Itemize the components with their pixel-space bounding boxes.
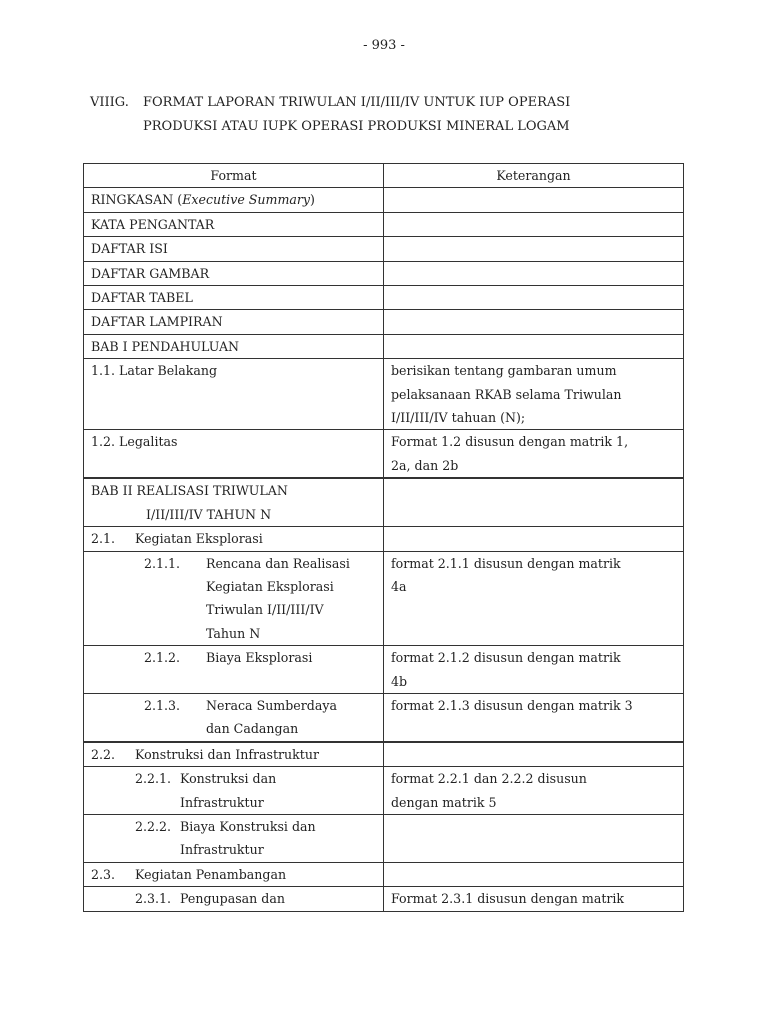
table-row <box>84 527 684 551</box>
item-number: 2.1.2. <box>144 650 181 666</box>
keterangan-text: format 2.1.1 disusun dengan matrik <box>391 555 621 571</box>
format-cell <box>84 862 384 886</box>
keterangan-text: dengan matrik 5 <box>391 794 497 810</box>
format-cell <box>84 814 384 862</box>
keterangan-cell <box>384 814 684 862</box>
format-text: DAFTAR TABEL <box>91 290 193 306</box>
item-text-line: Pengupasan dan <box>180 891 285 907</box>
format-cell <box>84 334 384 358</box>
item-text <box>206 552 383 646</box>
format-cell <box>84 479 384 527</box>
item-text <box>180 815 383 862</box>
item-text-line: Neraca Sumberdaya <box>206 697 337 713</box>
keterangan-cell <box>384 188 684 212</box>
numbered-item <box>91 863 383 886</box>
item-text-line: Konstruksi dan Infrastruktur <box>135 746 319 762</box>
format-cell <box>84 693 384 741</box>
format-text: DAFTAR ISI <box>91 241 168 257</box>
keterangan-cell <box>384 261 684 285</box>
table-row <box>84 212 684 236</box>
section-heading <box>90 91 570 138</box>
table-row <box>84 767 684 815</box>
item-text-line: Rencana dan Realisasi <box>206 555 350 571</box>
item-number: 2.2.2. <box>135 818 172 834</box>
item-number: 2.2.1. <box>135 771 172 787</box>
table-row <box>84 430 684 478</box>
item-text-line: Infrastruktur <box>180 842 264 858</box>
format-cell <box>84 646 384 694</box>
item-text-line: Konstruksi dan <box>180 771 277 787</box>
item-text-line: Infrastruktur <box>180 794 264 810</box>
format-cell <box>84 188 384 212</box>
format-text: DAFTAR LAMPIRAN <box>91 314 223 330</box>
item-text <box>180 887 383 910</box>
format-text: BAB II REALISASI TRIWULAN <box>91 483 288 499</box>
format-text: 1.2. Legalitas <box>91 434 178 450</box>
format-cell <box>84 237 384 261</box>
item-text-line: Kegiatan Penambangan <box>135 866 287 882</box>
item-text-line: dan Cadangan <box>206 721 299 737</box>
keterangan-cell <box>384 334 684 358</box>
table-row <box>84 551 684 646</box>
format-cell <box>84 310 384 334</box>
table-row <box>84 862 684 886</box>
table-row <box>84 334 684 358</box>
format-line <box>91 188 383 211</box>
table-row <box>84 237 684 261</box>
item-number: 2.3. <box>91 866 116 882</box>
item-text-line: Biaya Eksplorasi <box>206 650 313 666</box>
item-text-line: Tahun N <box>206 625 261 641</box>
format-text: KATA PENGANTAR <box>91 216 215 232</box>
keterangan-text: Format 2.3.1 disusun dengan matrik <box>391 891 625 907</box>
format-cell <box>84 767 384 815</box>
item-number: 2.3.1. <box>135 891 172 907</box>
table-row <box>84 188 684 212</box>
keterangan-text: 4a <box>391 578 407 594</box>
format-cell <box>84 551 384 646</box>
format-text: BAB I PENDAHULUAN <box>91 338 240 354</box>
keterangan-text: I/II/III/IV tahuan (N); <box>391 410 526 426</box>
item-number: 2.1. <box>91 531 116 547</box>
format-text: 1.1. Latar Belakang <box>91 363 218 379</box>
table-row <box>84 814 684 862</box>
numbered-item <box>91 646 383 669</box>
format-cell <box>84 261 384 285</box>
section-title-line: FORMAT LAPORAN TRIWULAN I/II/III/IV UNTUK IUP OPERASI <box>143 95 571 110</box>
format-cell <box>84 212 384 236</box>
section-label: VIIIG. <box>90 95 129 110</box>
keterangan-cell <box>384 887 684 911</box>
keterangan-cell <box>384 212 684 236</box>
numbered-item <box>91 527 383 550</box>
table-row <box>84 261 684 285</box>
keterangan-cell <box>384 862 684 886</box>
item-text <box>206 694 383 741</box>
keterangan-cell <box>384 693 684 741</box>
header-format: Format <box>84 164 384 188</box>
keterangan-cell <box>384 359 684 430</box>
format-text: DAFTAR GAMBAR <box>91 265 210 281</box>
item-text-line: Triwulan I/II/III/IV <box>206 602 324 618</box>
item-text-line: Biaya Konstruksi dan <box>180 818 316 834</box>
item-number: 2.2. <box>91 746 116 762</box>
format-table <box>83 163 684 912</box>
numbered-item <box>91 767 383 814</box>
keterangan-cell <box>384 237 684 261</box>
keterangan-text: format 2.1.3 disusun dengan matrik 3 <box>391 697 633 713</box>
table-body <box>84 188 684 911</box>
format-cell <box>84 742 384 766</box>
table-row <box>84 286 684 310</box>
keterangan-cell <box>384 430 684 478</box>
format-cell <box>84 430 384 478</box>
numbered-item <box>91 694 383 741</box>
section-title-line: PRODUKSI ATAU IUPK OPERASI PRODUKSI MINERAL LOGAM <box>143 118 570 134</box>
numbered-item <box>91 887 383 910</box>
format-text: RINGKASAN ( <box>91 192 183 208</box>
item-text <box>180 767 383 814</box>
keterangan-text: format 2.2.1 dan 2.2.2 disusun <box>391 771 587 787</box>
item-text <box>135 527 383 550</box>
item-text-line: Kegiatan Eksplorasi <box>135 531 263 547</box>
table-row <box>84 693 684 741</box>
keterangan-text: pelaksanaan RKAB selama Triwulan <box>391 386 622 402</box>
item-text <box>206 646 383 669</box>
keterangan-text: 4b <box>391 673 408 689</box>
item-number: 2.1.1. <box>144 555 181 571</box>
table-row <box>84 646 684 694</box>
keterangan-cell <box>384 551 684 646</box>
keterangan-cell <box>384 479 684 527</box>
keterangan-cell <box>384 767 684 815</box>
table-header-row <box>84 164 684 188</box>
keterangan-text: format 2.1.2 disusun dengan matrik <box>391 650 621 666</box>
keterangan-text: berisikan tentang gambaran umum <box>391 363 617 379</box>
item-text <box>135 743 383 766</box>
header-keterangan: Keterangan <box>384 164 684 188</box>
format-text: I/II/III/IV TAHUN N <box>146 506 272 522</box>
keterangan-text: Format 1.2 disusun dengan matrik 1, <box>391 434 629 450</box>
table-row <box>84 310 684 334</box>
numbered-item <box>91 743 383 766</box>
keterangan-cell <box>384 742 684 766</box>
table-row <box>84 359 684 430</box>
format-cell <box>84 527 384 551</box>
format-cell <box>84 359 384 430</box>
format-cell <box>84 286 384 310</box>
page-number: - 993 - <box>363 38 405 53</box>
format-italic-text: Executive Summary <box>182 192 311 208</box>
numbered-item <box>91 815 383 862</box>
table-row <box>84 479 684 527</box>
keterangan-text: 2a, dan 2b <box>391 457 459 473</box>
table-row <box>84 742 684 766</box>
keterangan-cell <box>384 286 684 310</box>
format-text: ) <box>310 192 315 208</box>
item-number: 2.1.3. <box>144 697 181 713</box>
keterangan-cell <box>384 646 684 694</box>
keterangan-cell <box>384 310 684 334</box>
numbered-item <box>91 552 383 646</box>
table-row <box>84 887 684 911</box>
item-text-line: Kegiatan Eksplorasi <box>206 578 334 594</box>
format-cell <box>84 887 384 911</box>
item-text <box>135 863 383 886</box>
keterangan-cell <box>384 527 684 551</box>
